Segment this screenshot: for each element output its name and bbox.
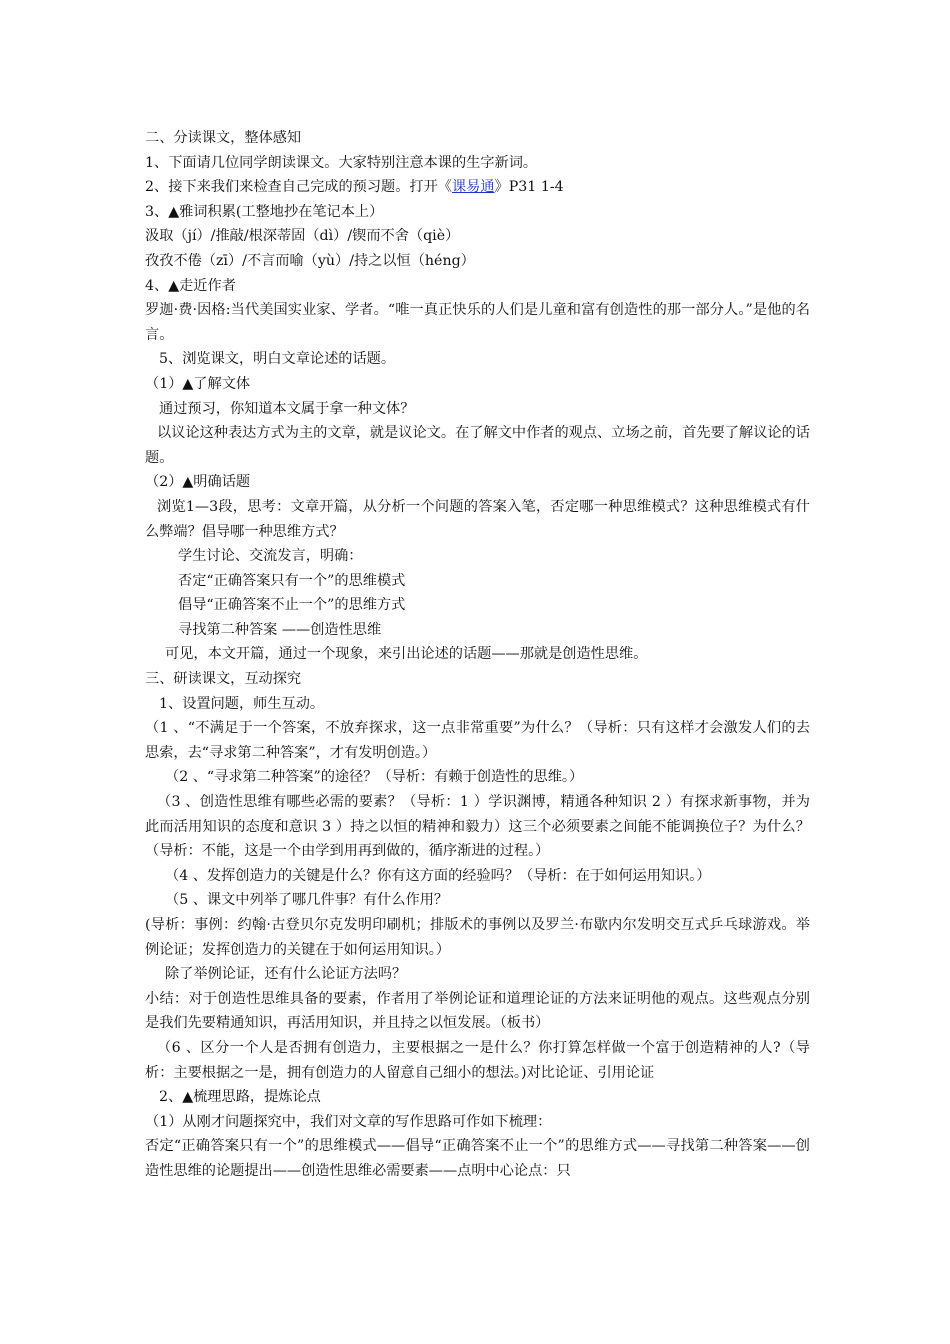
section-heading-3: 三、研读课文，互动探究 — [145, 671, 302, 688]
question-5: （5 、课文中列举了哪几件事？有什么作用？ — [165, 892, 449, 909]
discussion-point-3: 寻找第二种答案 ——创造性思维 — [178, 621, 382, 638]
question-4: （4 、发挥创造力的关键是什么？你有这方面的经验吗？（导析：在于如何运用知识。） — [165, 867, 711, 884]
discussion-point-2: 倡导“正确答案不止一个”的思维方式 — [178, 597, 406, 614]
item-check-preview-post: 》P31 1-4 — [494, 179, 564, 196]
sub-genre: （1）▲了解文体 — [145, 375, 251, 392]
topic-conclusion: 可见，本文开篇，通过一个现象，来引出论述的话题——那就是创造性思维。 — [165, 646, 648, 663]
question-6: （6 、区分一个人是否拥有创造力，主要根据之一是什么？你打算怎样做一个富于创造精神的人?（导析：主要根据之一是，拥有创造力的人留意自己细小的想法。)对比论证、引用论证 — [145, 1039, 810, 1081]
item-vocabulary: 3、▲雅词积累(工整地抄在笔记本上） — [145, 203, 384, 220]
outline-chain: 否定“正确答案只有一个”的思维模式——倡导“正确答案不止一个”的思维方式——寻找第二种答案——创造性思维的论题提出——创造性思维必需要素——点明中心论点：只 — [145, 1138, 810, 1179]
document-page — [145, 126, 810, 1184]
vocab-line-1: 汲取（jí）/推敲/根深蒂固（dì）/锲而不舍（qiè） — [145, 228, 460, 245]
keyitong-link[interactable]: 课易通 — [451, 179, 495, 196]
item-read-aloud: 1、下面请几位同学朗读课文。大家特别注意本课的生字新词。 — [145, 154, 538, 171]
question-2: （2 、“寻求第二种答案”的途径？（导析：有赖于创造性的思维。） — [165, 769, 584, 786]
question-3: （3 、创造性思维有哪些必需的要素？（导析：1 ）学识渊博，精通各种知识 2 ）有探求新事物，并为此而活用知识的态度和意识 3 ）持之以恒的精神和毅力）这三个必须要素之间能不能调换位子？为什么？（导析：不能，这是一个由学到用再到做的，循序渐进的过程。） — [145, 794, 810, 860]
item-browse-text: 5、浏览课文，明白文章论述的话题。 — [159, 351, 396, 368]
item-author: 4、▲走近作者 — [145, 277, 236, 294]
question-1: （1 、“不满足于一个答案，不放弃探求，这一点非常重要”为什么？（导析：只有这样才会激发人们的去思索，去“寻求第二种答案”，才有发明创造。） — [145, 720, 810, 761]
question-5-analysis: (导析：事例：约翰·古登贝尔克发明印刷机；排版术的事例以及罗兰·布歇内尔发明交互式乒乓球游戏。举例论证；发挥创造力的关键在于如何运用知识。） — [145, 917, 810, 958]
section-heading-2: 二、分读课文，整体感知 — [145, 130, 302, 146]
item-check-preview-pre: 2、接下来我们来检查自己完成的预习题。打开《 — [145, 179, 452, 196]
genre-answer: 以议论这种表达方式为主的文章，就是议论文。在了解文中作者的观点、立场之前，首先要了解议论的话题。 — [145, 425, 810, 466]
topic-question: 浏览1—3段，思考：文章开篇，从分析一个问题的答案入笔，否定哪一种思维模式？这种思维模式有什么弊端？倡导哪一种思维方式？ — [145, 498, 810, 540]
other-methods-question: 除了举例论证，还有什么论证方法吗？ — [165, 966, 407, 983]
genre-question: 通过预习，你知道本文属于拿一种文体？ — [159, 400, 415, 417]
outline-intro: （1）从刚才问题探究中，我们对文章的写作思路可作如下梳理： — [145, 1113, 552, 1130]
item-outline: 2、▲梳理思路，提炼论点 — [159, 1089, 321, 1106]
item-check-preview — [145, 175, 810, 200]
discussion-point-1: 否定“正确答案只有一个”的思维模式 — [178, 572, 406, 589]
vocab-line-2: 孜孜不倦（zī）/不言而喻（yù）/持之以恒（héng） — [145, 252, 475, 269]
item-questions: 1、设置问题，师生互动。 — [159, 695, 325, 712]
sub-topic: （2）▲明确话题 — [145, 474, 251, 491]
author-bio: 罗迦·费·因格:当代美国实业家、学者。“唯一真正快乐的人们是儿童和富有创造性的那一部分人。”是他的名言。 — [145, 302, 810, 343]
summary: 小结：对于创造性思维具备的要素，作者用了举例论证和道理论证的方法来证明他的观点。这些观点分别是我们先要精通知识，再活用知识，并且持之以恒发展。（板书） — [145, 990, 810, 1032]
discussion-intro: 学生讨论、交流发言，明确： — [178, 548, 363, 565]
